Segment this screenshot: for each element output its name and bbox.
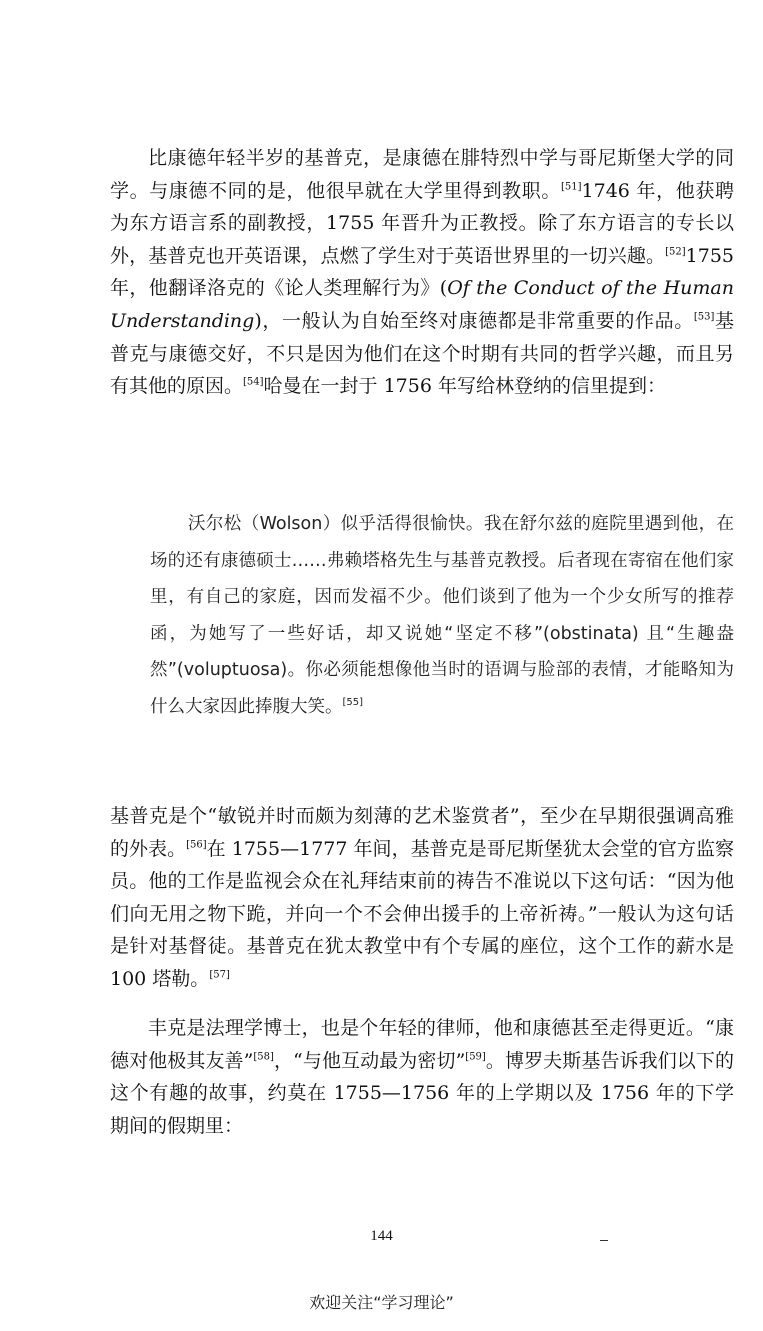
text-segment: )，一般认为自始至终对康德都是非常重要的作品。 (254, 309, 694, 332)
text-segment: 基普克是个“敏锐并时而颇为刻薄的艺术鉴赏者”，至少在早期很强调高雅的外表。 (110, 805, 734, 860)
text-segment: 1746 年，他获聘为东方语言系的副教授，1755 年晋升为正教授。除了东方语言的专长以外，基普克也开英语课，点燃了学生对于英语世界里的一切兴趣。 (110, 179, 734, 267)
text-segment: 1755 年，他翻译洛克的《论人类理解行为》( (110, 244, 734, 300)
book-title-english: Of the Conduct of the Human Understanding (110, 277, 734, 332)
scan-mark (600, 1240, 608, 1241)
text-segment: 比康德年轻半岁的基普克，是康德在腓特烈中学与哥尼斯堡大学的同学。与康德不同的是，他很早就在大学里得到教职。 (110, 147, 734, 202)
text-segment: 哈曼在一封于 1756 年写给林登纳的信里提到： (263, 375, 666, 398)
text-segment: 在 1755—1777 年间，基普克是哥尼斯堡犹太会堂的官方监察员。他的工作是监视会众在礼拜结束前的祷告不准说以下这句话：“因为他们向无用之物下跪，并向一个不会伸出援手的上帝祈祷。”一般认为这句话是针对基督徒。基普克在犹太教堂中有个专属的座位，这个工作的薪水是 100 塔勒。 (110, 837, 734, 990)
footnote-ref-52: [52] (665, 246, 686, 258)
footnote-ref-54: [54] (243, 376, 264, 388)
paragraph-3 (110, 1012, 734, 1142)
footnote-ref-53: [53] (693, 311, 715, 323)
text-segment: 丰克是法理学博士，也是个年轻的律师，他和康德甚至走得更近。“康德对他极其友善” (110, 1017, 734, 1072)
paragraph-2 (110, 800, 734, 996)
page-number: 144 (370, 1228, 393, 1244)
text-segment: 基普克与康德交好，不只是因为他们在这个时期有共同的哲学兴趣，而且另有其他的原因。 (110, 309, 734, 398)
text-segment: ，“与他互动最为密切” (273, 1049, 466, 1072)
footnote-ref-56: [56] (186, 839, 207, 851)
footnote-ref-57: [57] (209, 969, 230, 981)
footnote-ref-59: [59] (465, 1051, 486, 1063)
footnote-ref-51: [51] (561, 181, 582, 193)
text-segment: 。博罗夫斯基告诉我们以下的这个有趣的故事，约莫在 1755—1756 年的上学期以及 1756 年的下学期间的假期里： (110, 1049, 734, 1137)
quote-text: 沃尔松（Wolson）似乎活得很愉快。我在舒尔兹的庭院里遇到他，在场的还有康德硕士……弗赖塔格先生与基普克教授。后者现在寄宿在他们家里，有自己的家庭，因而发福不少。他们谈到了他为一个少女所写的推荐函，为她写了一些好话，却又说她“坚定不移”(obstinata) 且“生趣盎然”(voluptuosa)。你必须能想像他当时的语调与脸部的表情，才能略知为什么大家因此捧腹大笑。 (150, 514, 734, 717)
footnote-ref-58: [58] (253, 1051, 274, 1063)
paragraph-1 (110, 142, 734, 403)
footer-watermark: 欢迎关注“学习理论” (309, 1293, 454, 1312)
block-quote (150, 506, 734, 726)
footnote-ref-55: [55] (342, 697, 364, 709)
